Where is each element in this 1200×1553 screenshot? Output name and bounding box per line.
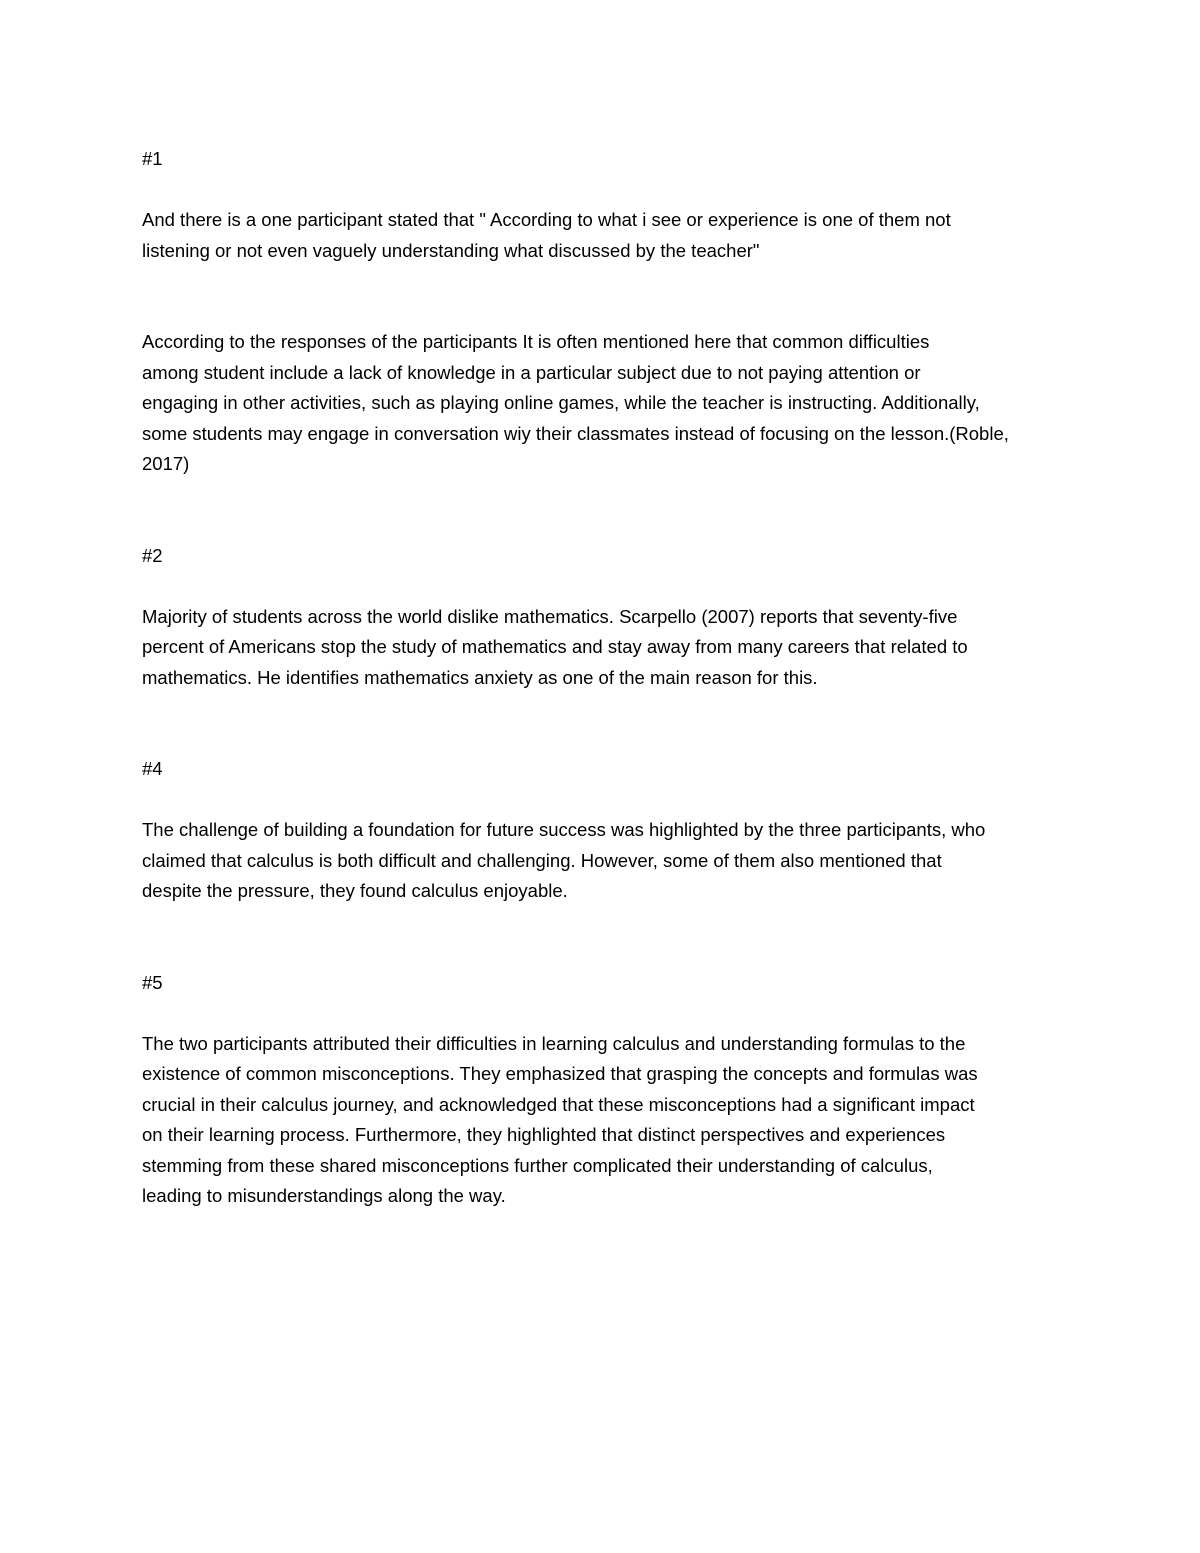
text-line: engaging in other activities, such as playing online games, while the teacher is instructing. Additionally, [142, 392, 980, 413]
text-line: 2017) [142, 453, 190, 474]
text-line: Majority of students across the world dislike mathematics. Scarpello (2007) reports that seventy-five [142, 605, 958, 627]
text-line: some students may engage in conversation wiy their classmates instead of focusing on the lesson.(Roble, [142, 422, 1009, 444]
paragraph-5-1 [142, 1029, 1062, 1212]
text-line: leading to misunderstandings along the way. [142, 1185, 506, 1206]
text-line: The two participants attributed their difficulties in learning calculus and understanding formulas to the [142, 1032, 966, 1054]
text-line: The challenge of building a foundation for future success was highlighted by the three participants, who [142, 819, 986, 840]
text-line: among student include a lack of knowledge in a particular subject due to not paying attention or [142, 361, 921, 383]
section-heading-1: #1 [142, 148, 163, 169]
text-line: According to the responses of the participants It is often mentioned here that common difficulties [142, 331, 930, 352]
text-line: mathematics. He identifies mathematics anxiety as one of the main reason for this. [142, 666, 818, 688]
paragraph-4-1 [142, 815, 1062, 907]
paragraph-1-1 [142, 205, 1062, 266]
text-line: crucial in their calculus journey, and acknowledged that these misconceptions had a significant impact [142, 1093, 975, 1115]
paragraph-2-1 [142, 602, 1062, 694]
text-line: claimed that calculus is both difficult and challenging. However, some of them also mentioned that [142, 849, 942, 871]
text-line: And there is a one participant stated that " According to what i see or experience is one of them not [142, 209, 951, 230]
text-line: on their learning process. Furthermore, they highlighted that distinct perspectives and experiences [142, 1124, 946, 1145]
section-heading-5: #5 [142, 971, 163, 993]
section-heading-2: #2 [142, 544, 163, 566]
text-line: despite the pressure, they found calculus enjoyable. [142, 880, 568, 901]
text-line: stemming from these shared misconceptions further complicated their understanding of calculus, [142, 1154, 933, 1176]
text-line: listening or not even vaguely understanding what discussed by the teacher" [142, 239, 760, 261]
text-line: percent of Americans stop the study of mathematics and stay away from many careers that related to [142, 636, 968, 657]
text-line: existence of common misconceptions. They emphasized that grasping the concepts and formulas was [142, 1063, 978, 1084]
paragraph-1-2 [142, 327, 1062, 480]
document-body [142, 144, 1062, 1212]
section-heading-4: #4 [142, 758, 163, 779]
